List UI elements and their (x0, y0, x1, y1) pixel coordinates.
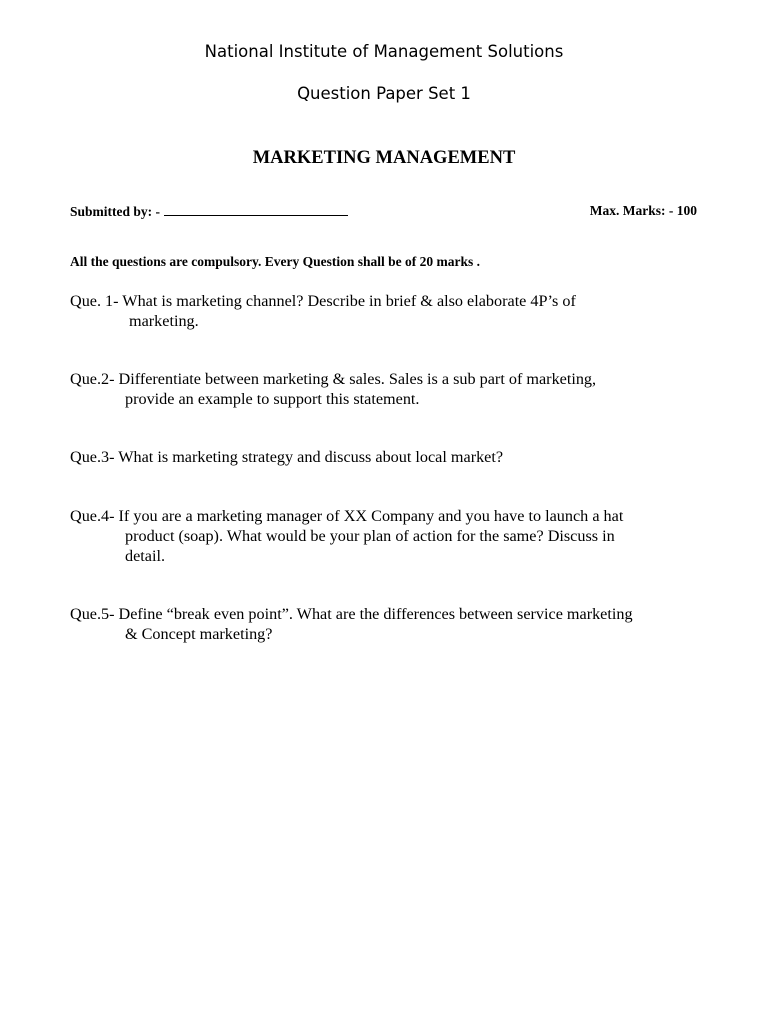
question-2 (70, 369, 710, 409)
question-line: marketing. (129, 312, 199, 330)
question-line: & Concept marketing? (125, 625, 273, 643)
question-4 (70, 506, 710, 566)
question-line: provide an example to support this statement. (125, 390, 420, 408)
question-3 (70, 447, 710, 467)
question-line: Que.3- What is marketing strategy and discuss about local market? (70, 448, 504, 466)
question-line: product (soap). What would be your plan of action for the same? Discuss in (125, 527, 615, 545)
instructions: All the questions are compulsory. Every Question shall be of 20 marks . (70, 254, 481, 269)
subject-title: MARKETING MANAGEMENT (252, 148, 516, 168)
question-line: Que.5- Define “break even point”. What are the differences between service marketing (70, 605, 633, 623)
question-line: Que.2- Differentiate between marketing & sales. Sales is a sub part of marketing, (70, 370, 597, 388)
question-1 (70, 291, 710, 331)
question-line: Que. 1- What is marketing channel? Describe in brief & also elaborate 4P’s of (70, 292, 576, 310)
question-paper-set: Question Paper Set 1 (297, 84, 471, 103)
submitted-by-blank-line (164, 203, 348, 216)
question-line: Que.4- If you are a marketing manager of XX Company and you have to launch a hat (70, 507, 624, 525)
submitted-by-row (70, 203, 348, 220)
max-marks: Max. Marks: - 100 (589, 203, 697, 218)
institute-name: National Institute of Management Solutions (204, 42, 564, 61)
submitted-by-label: Submitted by: - (70, 204, 161, 219)
question-5 (70, 604, 710, 644)
question-line: detail. (125, 547, 166, 565)
